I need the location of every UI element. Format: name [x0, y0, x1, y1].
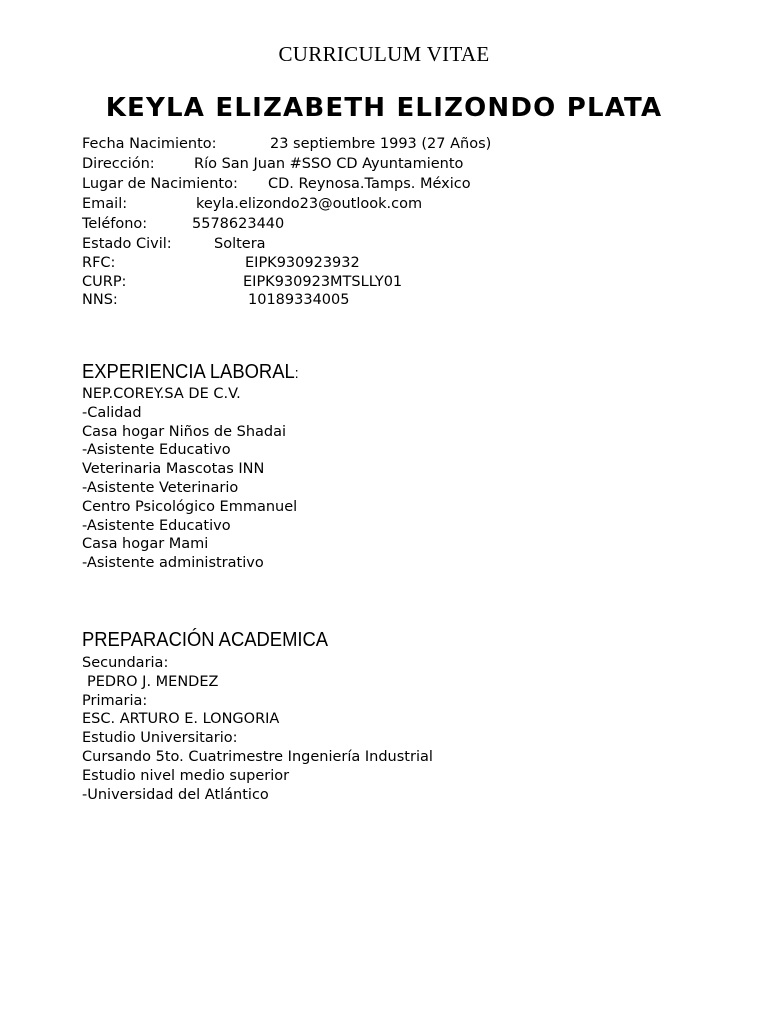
rfc-row — [82, 254, 722, 273]
education-line: -Universidad del Atlántico — [82, 786, 269, 803]
phone-label: Teléfono: — [82, 216, 148, 232]
civil-status-value: Soltera — [214, 236, 266, 252]
document-title: CURRICULUM VITAE — [278, 42, 490, 66]
experience-line: NEP.COREY.SA DE C.V. — [82, 386, 241, 402]
curp-row — [82, 273, 722, 292]
birth-date-label: Fecha Nacimiento: — [82, 136, 217, 152]
rfc-value: EIPK930923932 — [245, 255, 360, 271]
address-label: Dirección: — [82, 156, 155, 172]
rfc-label: RFC: — [82, 255, 116, 271]
education-list — [82, 654, 702, 804]
experience-line: -Asistente Veterinario — [82, 479, 239, 496]
phone-value: 5578623440 — [192, 216, 285, 232]
email-value: keyla.elizondo23@outlook.com — [196, 196, 423, 212]
experience-line: Centro Psicológico Emmanuel — [82, 498, 298, 515]
civil-status-label: Estado Civil: — [82, 236, 172, 252]
experience-line: -Calidad — [82, 404, 142, 421]
curp-label: CURP: — [82, 273, 127, 290]
birth-date-row — [82, 134, 722, 154]
personal-info — [82, 134, 722, 310]
birth-place-value: CD. Reynosa.Tamps. México — [268, 176, 471, 192]
experience-heading — [82, 361, 299, 384]
nns-row — [82, 291, 722, 310]
nns-label: NNS: — [82, 292, 118, 308]
experience-line: -Asistente Educativo — [82, 517, 231, 534]
education-line: PEDRO J. MENDEZ — [87, 673, 219, 690]
curp-value: EIPK930923MTSLLY01 — [243, 273, 403, 290]
nns-value: 10189334005 — [248, 292, 350, 308]
email-label: Email: — [82, 196, 128, 212]
education-line: Cursando 5to. Cuatrimestre Ingeniería Industrial — [82, 748, 433, 765]
birth-place-row — [82, 174, 722, 194]
address-value: Río San Juan #SSO CD Ayuntamiento — [194, 156, 464, 172]
education-line: Secundaria: — [82, 655, 169, 671]
civil-status-row — [82, 234, 722, 254]
address-row — [82, 154, 722, 174]
candidate-name: KEYLA ELIZABETH ELIZONDO PLATA — [105, 93, 663, 123]
experience-line: Veterinaria Mascotas INN — [82, 461, 265, 478]
experience-heading-text: EXPERIENCIA LABORAL — [82, 361, 295, 383]
phone-row — [82, 214, 722, 234]
experience-list — [82, 385, 702, 573]
education-line: Estudio Universitario: — [82, 730, 238, 747]
education-line: Primaria: — [82, 692, 148, 709]
experience-line: -Asistente Educativo — [82, 442, 231, 459]
education-line: Estudio nivel medio superior — [82, 767, 290, 784]
experience-line: Casa hogar Niños de Shadai — [82, 423, 287, 440]
experience-heading-colon: : — [294, 365, 299, 382]
education-line: ESC. ARTURO E. LONGORIA — [82, 711, 280, 728]
experience-line: -Asistente administrativo — [82, 555, 264, 572]
birth-date-value: 23 septiembre 1993 (27 Años) — [270, 136, 492, 152]
experience-line: Casa hogar Mami — [82, 536, 209, 553]
email-row — [82, 194, 722, 214]
birth-place-label: Lugar de Nacimiento: — [82, 176, 238, 192]
education-heading: PREPARACIÓN ACADEMICA — [82, 629, 329, 651]
